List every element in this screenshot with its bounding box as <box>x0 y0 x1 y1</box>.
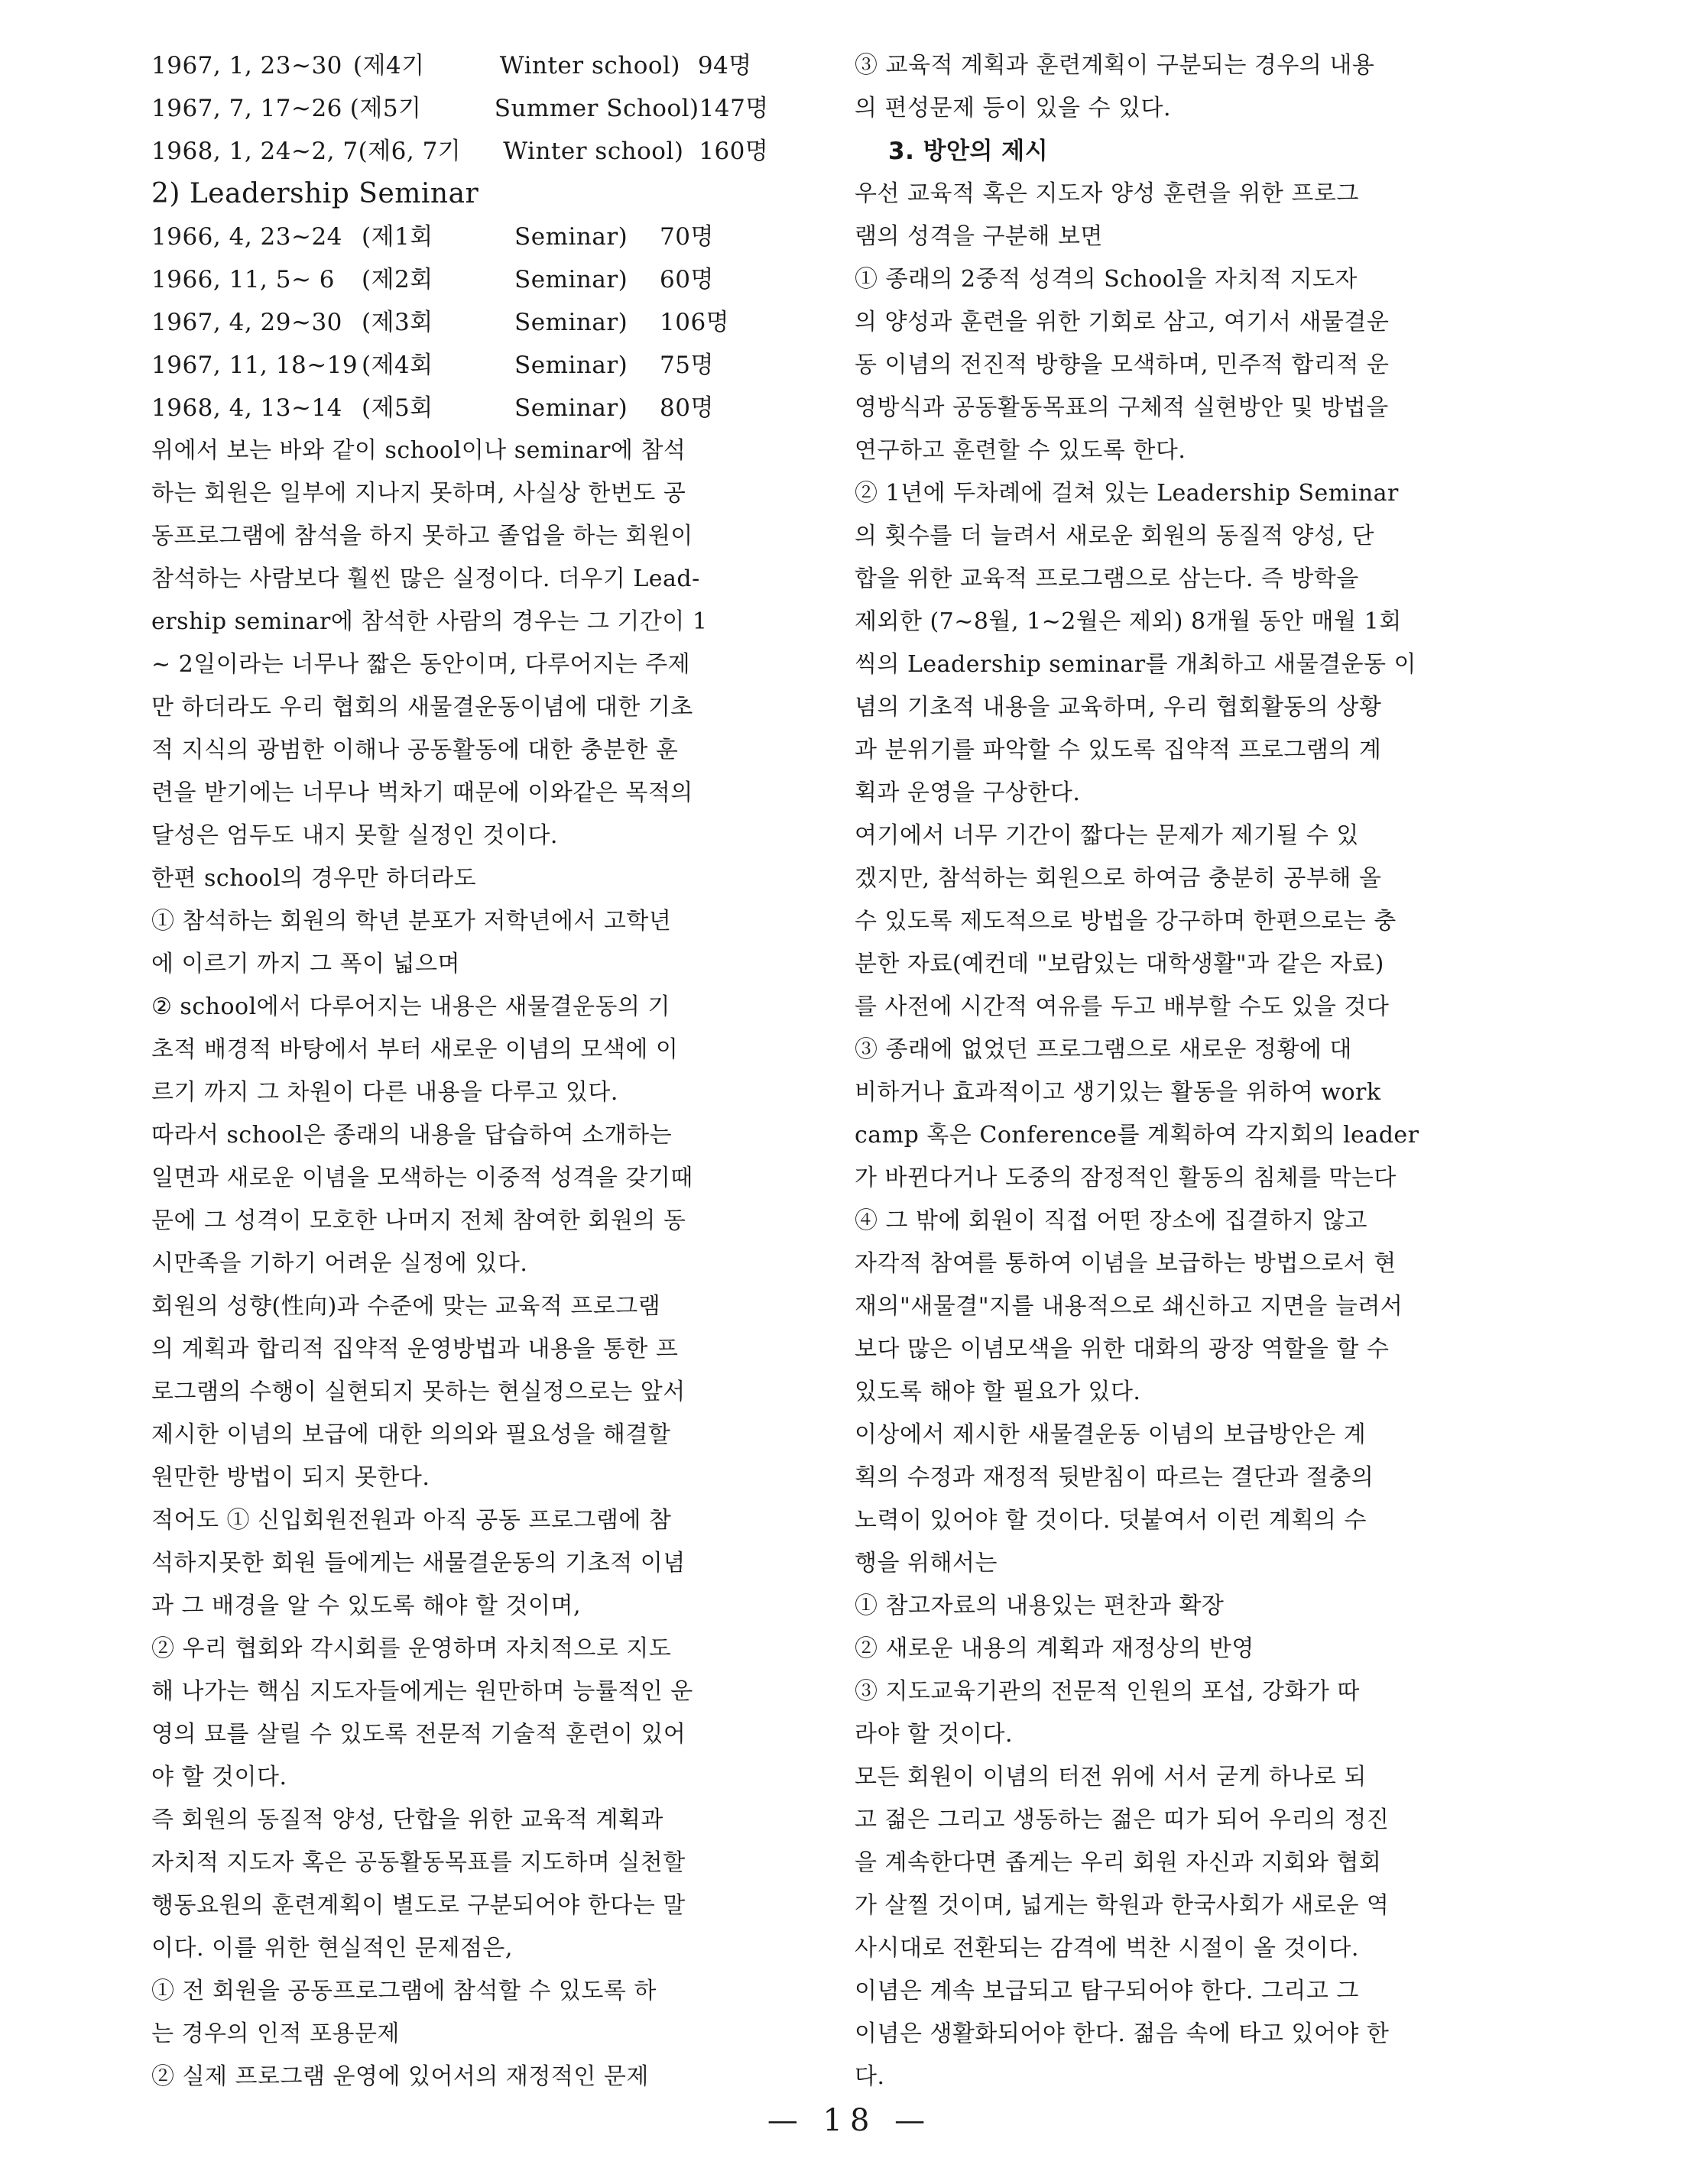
text-line: ① 참석하는 회원의 학년 분포가 저학년에서 고학년 <box>151 908 672 935</box>
text-line: ② 실제 프로그램 운영에 있어서의 재정적인 문제 <box>151 2063 649 2090</box>
schedule-row: 1966, 11, 5~ 6 (제2회 Seminar) 60명 <box>151 266 714 293</box>
text-line: 행을 위해서는 <box>855 1550 998 1576</box>
text-line: 획과 운영을 구상한다. <box>855 779 1081 806</box>
text-line: ③ 교육적 계획과 훈련계획이 구분되는 경우의 내용 <box>855 52 1375 79</box>
text-line: 램의 성격을 구분해 보면 <box>855 223 1103 250</box>
text-line: ② school에서 다루어지는 내용은 새물결운동의 기 <box>151 993 670 1020</box>
text-line: 연구하고 훈련할 수 있도록 한다. <box>855 437 1186 464</box>
text-line: ④ 그 밖에 회원이 직접 어떤 장소에 집결하지 않고 <box>855 1207 1367 1234</box>
text-line: 석하지못한 회원 들에게는 새물결운동의 기초적 이념 <box>151 1550 686 1576</box>
text-line: 위에서 보는 바와 같이 school이나 seminar에 참석 <box>151 437 686 464</box>
text-line: ① 참고자료의 내용있는 편찬과 확장 <box>855 1593 1225 1619</box>
text-line: 분한 자료(예컨데 "보람있는 대학생활"과 같은 자료) <box>855 951 1384 977</box>
text-line: 달성은 엄두도 내지 못할 실정인 것이다. <box>151 822 558 849</box>
text-line: 의 횟수를 더 늘려서 새로운 회원의 동질적 양성, 단 <box>855 523 1374 549</box>
text-line: 한편 school의 경우만 하더라도 <box>151 865 477 892</box>
left-body-text <box>151 429 786 2098</box>
text-line: 합을 위한 교육적 프로그램으로 삼는다. 즉 방학을 <box>855 565 1359 592</box>
text-line: 자치적 지도자 혹은 공동활동목표를 지도하며 실천할 <box>151 1849 686 1876</box>
text-line: 즉 회원의 동질적 양성, 단합을 위한 교육적 계획과 <box>151 1806 663 1833</box>
text-line: 가 살찔 것이며, 넓게는 학원과 한국사회가 새로운 역 <box>855 1892 1390 1919</box>
text-line: ① 전 회원을 공동프로그램에 참석할 수 있도록 하 <box>151 1978 657 2004</box>
schedule-row: 1966, 4, 23~24 (제1회 Seminar) 70명 <box>151 223 714 251</box>
text-line: 로그램의 수행이 실현되지 못하는 현실정으로는 앞서 <box>151 1379 686 1405</box>
text-line: 영방식과 공동활동목표의 구체적 실현방안 및 방법을 <box>855 394 1389 421</box>
text-line: 만 하더라도 우리 협회의 새물결운동이념에 대한 기초 <box>151 694 693 721</box>
text-line: 회원의 성향(性向)과 수준에 맞는 교육적 프로그램 <box>151 1293 661 1320</box>
text-line: 과 분위기를 파악할 수 있도록 집약적 프로그램의 계 <box>855 737 1382 763</box>
text-line: ② 1년에 두차례에 걸쳐 있는 Leadership Seminar <box>855 480 1399 507</box>
text-line: 의 계획과 합리적 집약적 운영방법과 내용을 통한 프 <box>151 1336 679 1363</box>
text-line: 하는 회원은 일부에 지나지 못하며, 사실상 한번도 공 <box>151 480 686 507</box>
text-line: 이념은 생활화되어야 한다. 젊음 속에 타고 있어야 한 <box>855 2020 1390 2047</box>
text-line: 시만족을 기하기 어려운 실정에 있다. <box>151 1250 528 1277</box>
text-line: 이다. 이를 위한 현실적인 문제점은, <box>151 1935 513 1962</box>
text-line: 노력이 있어야 할 것이다. 덧붙여서 이런 계획의 수 <box>855 1507 1367 1534</box>
school-schedule <box>151 44 786 173</box>
schedule-row: 1967, 1, 23~30 (제4기 Winter school) 94명 <box>151 52 752 79</box>
text-line: 겠지만, 참석하는 회원으로 하여금 충분히 공부해 올 <box>855 865 1382 892</box>
text-line: 야 할 것이다. <box>151 1764 287 1790</box>
text-line: 를 사전에 시간적 여유를 두고 배부할 수도 있을 것다 <box>855 993 1390 1020</box>
text-line: 비하거나 효과적이고 생기있는 활동을 위하여 work <box>855 1079 1381 1106</box>
text-line: 제외한 (7~8월, 1~2월은 제외) 8개월 동안 매월 1회 <box>855 608 1402 635</box>
text-line: 적어도 ① 신입회원전원과 아직 공동 프로그램에 참 <box>151 1507 672 1534</box>
text-line: 모든 회원이 이념의 터전 위에 서서 굳게 하나로 되 <box>855 1764 1367 1790</box>
schedule-row: 1967, 11, 18~19 (제4회 Seminar) 75명 <box>151 352 714 379</box>
text-line: 동 이념의 전진적 방향을 모색하며, 민주적 합리적 운 <box>855 352 1390 378</box>
text-line: 적 지식의 광범한 이해나 공동활동에 대한 충분한 훈 <box>151 737 679 763</box>
text-line: ③ 종래에 없었던 프로그램으로 새로운 정황에 대 <box>855 1036 1352 1063</box>
seminar-heading: 2) Leadership Seminar <box>151 178 479 209</box>
text-line: ② 우리 협회와 각시회를 운영하며 자치적으로 지도 <box>151 1635 672 1662</box>
text-line: 획의 수정과 재정적 뒷받침이 따르는 결단과 절충의 <box>855 1464 1374 1491</box>
text-line: 는 경우의 인적 포용문제 <box>151 2020 400 2047</box>
page-number: — 18 — <box>767 2103 933 2138</box>
text-line: ② 새로운 내용의 계획과 재정상의 반영 <box>855 1635 1254 1662</box>
text-line: 우선 교육적 혹은 지도자 양성 훈련을 위한 프로그 <box>855 180 1359 207</box>
text-line: ① 종래의 2중적 성격의 School을 자치적 지도자 <box>855 266 1358 293</box>
text-line: 의 편성문제 등이 있을 수 있다. <box>855 95 1171 122</box>
text-line: 의 양성과 훈련을 위한 기회로 삼고, 여기서 새물결운 <box>855 309 1390 335</box>
text-line: ership seminar에 참석한 사람의 경우는 그 기간이 1 <box>151 608 708 635</box>
text-line: 사시대로 전환되는 감격에 벅찬 시절이 올 것이다. <box>855 1935 1359 1962</box>
text-line: 보다 많은 이념모색을 위한 대화의 광장 역할을 할 수 <box>855 1336 1390 1363</box>
text-line: 동프로그램에 참석을 하지 못하고 졸업을 하는 회원이 <box>151 523 693 549</box>
text-line: 을 계속한다면 좁게는 우리 회원 자신과 지회와 협회 <box>855 1849 1382 1876</box>
text-line: 해 나가는 핵심 지도자들에게는 원만하며 능률적인 운 <box>151 1678 693 1705</box>
text-line: ③ 지도교육기관의 전문적 인원의 포섭, 강화가 따 <box>855 1678 1360 1705</box>
text-line: 씩의 Leadership seminar를 개최하고 새물결운동 이 <box>855 651 1417 678</box>
text-line: camp 혹은 Conference를 계획하여 각지회의 leader <box>855 1122 1419 1149</box>
text-line: 일면과 새로운 이념을 모색하는 이중적 성격을 갖기때 <box>151 1165 693 1191</box>
left-column <box>151 44 786 2098</box>
text-line: 있도록 해야 할 필요가 있다. <box>855 1379 1141 1405</box>
text-line: 에 이르기 까지 그 폭이 넓으며 <box>151 951 460 977</box>
text-line: ~ 2일이라는 너무나 짧은 동안이며, 다루어지는 주제 <box>151 651 691 678</box>
text-line: 련을 받기에는 너무나 벅차기 때문에 이와같은 목적의 <box>151 779 693 806</box>
text-line: 문에 그 성격이 모호한 나머지 전체 참여한 회원의 동 <box>151 1207 686 1234</box>
schedule-row: 1968, 4, 13~14 (제5회 Seminar) 80명 <box>151 394 714 422</box>
text-line: 자각적 참여를 통하여 이념을 보급하는 방법으로서 현 <box>855 1250 1397 1277</box>
text-line: 념의 기초적 내용을 교육하며, 우리 협회활동의 상황 <box>855 694 1382 721</box>
text-line: 과 그 배경을 알 수 있도록 해야 할 것이며, <box>151 1593 582 1619</box>
text-line: 따라서 school은 종래의 내용을 답습하여 소개하는 <box>151 1122 673 1149</box>
schedule-row: 1967, 4, 29~30 (제3회 Seminar) 106명 <box>151 309 730 336</box>
right-column <box>855 44 1503 2098</box>
text-line: 르기 까지 그 차원이 다른 내용을 다루고 있다. <box>151 1079 618 1106</box>
text-line: 초적 배경적 바탕에서 부터 새로운 이념의 모색에 이 <box>151 1036 679 1063</box>
text-line: 수 있도록 제도적으로 방법을 강구하며 한편으로는 충 <box>855 908 1397 935</box>
schedule-row: 1967, 7, 17~26 (제5기 Summer School) 147명 <box>151 95 769 122</box>
seminar-schedule <box>151 215 786 429</box>
text-line: 행동요원의 훈련계획이 별도로 구분되어야 한다는 말 <box>151 1892 686 1919</box>
text-line: 가 바뀐다거나 도중의 잠정적인 활동의 침체를 막는다 <box>855 1165 1397 1191</box>
text-line: 이상에서 제시한 새물결운동 이념의 보급방안은 계 <box>855 1421 1367 1448</box>
text-line: 고 젊은 그리고 생동하는 젊은 띠가 되어 우리의 정진 <box>855 1806 1390 1833</box>
text-line: 여기에서 너무 기간이 짧다는 문제가 제기될 수 있 <box>855 822 1359 849</box>
text-line: 영의 묘를 살릴 수 있도록 전문적 기술적 훈련이 있어 <box>151 1721 686 1748</box>
text-line: 원만한 방법이 되지 못한다. <box>151 1464 430 1491</box>
right-body-text <box>855 173 1503 2098</box>
text-line: 다. <box>855 2063 885 2090</box>
text-line: 이념은 계속 보급되고 탐구되어야 한다. 그리고 그 <box>855 1978 1359 2004</box>
text-line: 재의"새물결"지를 내용적으로 쇄신하고 지면을 늘려서 <box>855 1293 1403 1320</box>
text-line: 라야 할 것이다. <box>855 1721 1013 1748</box>
text-line: 참석하는 사람보다 훨씬 많은 실정이다. 더우기 Lead- <box>151 565 700 592</box>
schedule-row: 1968, 1, 24~2, 7 (제6, 7기 Winter school) 160명 <box>151 138 769 165</box>
text-line: 제시한 이념의 보급에 대한 의의와 필요성을 해결할 <box>151 1421 671 1448</box>
section-heading: 3. 방안의 제시 <box>888 138 1049 165</box>
